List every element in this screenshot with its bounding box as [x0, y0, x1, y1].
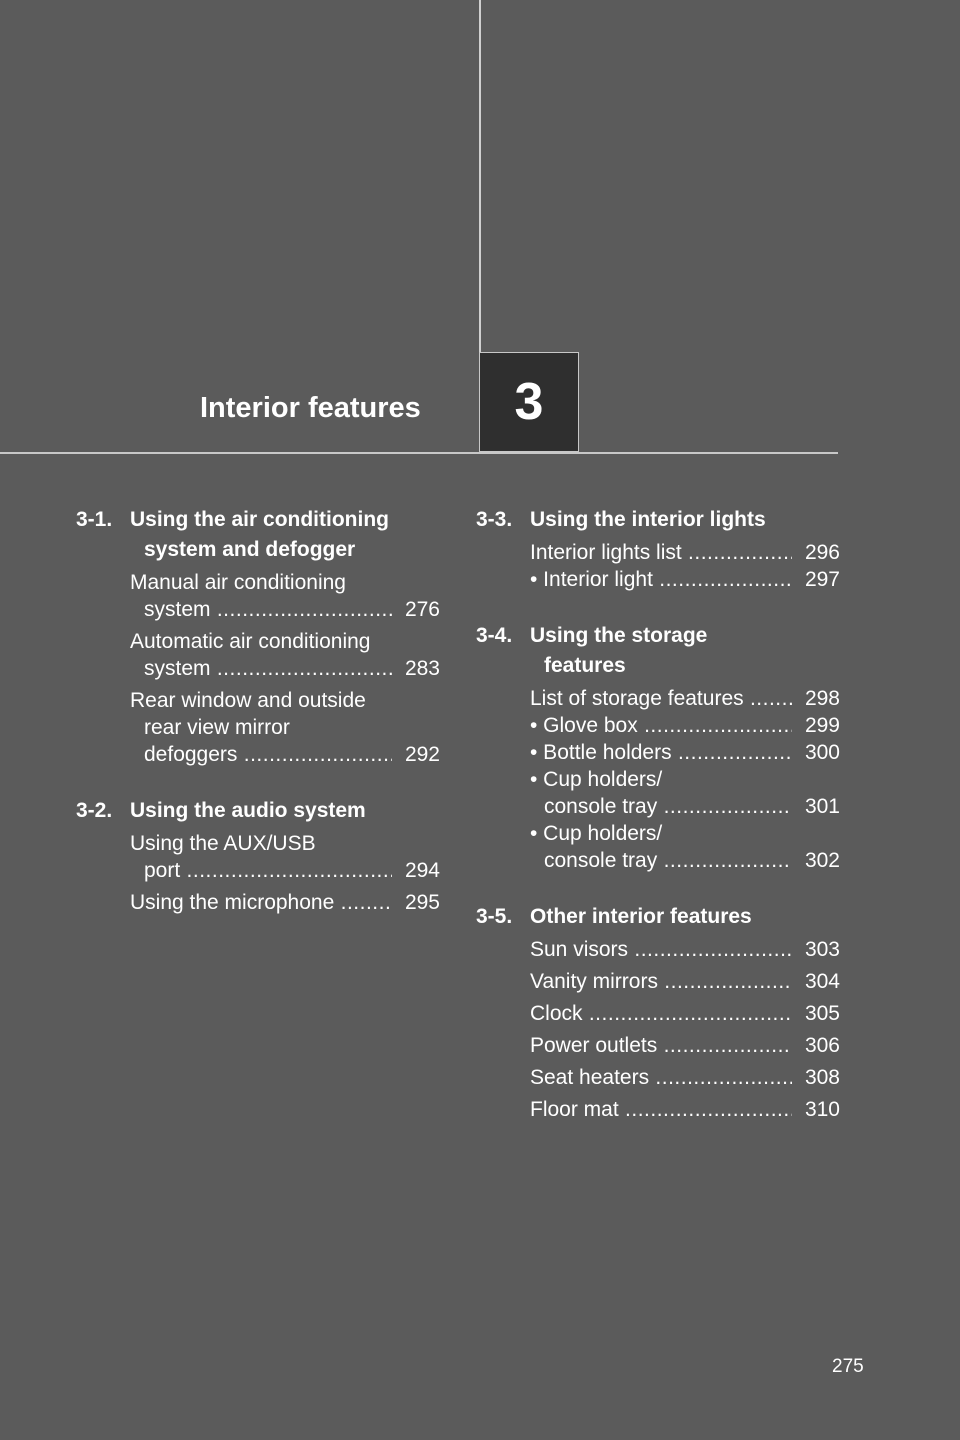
toc-column-left	[76, 505, 440, 944]
entry-page-number: 295	[404, 891, 440, 914]
toc-section	[76, 505, 440, 768]
toc-entry[interactable]	[530, 1096, 840, 1123]
entry-page-number: 308	[804, 1066, 840, 1089]
entry-page-number: 305	[804, 1002, 840, 1025]
entry-page-number: 276	[404, 598, 440, 621]
entry-line: Manual air conditioning	[130, 571, 346, 594]
vertical-rule	[479, 0, 481, 354]
entry-line: List of storage features .....	[530, 685, 792, 712]
toc-entry[interactable]	[130, 889, 440, 916]
entry-page-number: 292	[404, 743, 440, 766]
entry-text	[130, 569, 392, 623]
entry-text	[130, 830, 392, 884]
entry-line: rear view mirror	[144, 716, 290, 739]
chapter-number: 3	[514, 373, 544, 431]
section-title	[530, 621, 840, 681]
entry-text	[530, 566, 792, 593]
entry-page-number: 301	[804, 795, 840, 818]
section-number: 3-3.	[476, 508, 513, 531]
toc-entry[interactable]	[530, 566, 840, 593]
toc-entry[interactable]	[530, 766, 840, 820]
section-number: 3-5.	[476, 905, 513, 928]
section-number: 3-1.	[76, 508, 113, 531]
toc-section	[476, 505, 840, 593]
header-rule	[0, 452, 838, 454]
entry-text	[130, 687, 392, 768]
toc-entry[interactable]	[530, 712, 840, 739]
entry-line: • Cup holders/	[530, 822, 663, 845]
entry-page-number: 306	[804, 1034, 840, 1057]
toc-section	[76, 796, 440, 916]
entry-line: Sun visors .....	[530, 936, 792, 963]
entry-text	[530, 968, 792, 995]
toc-entry[interactable]	[530, 685, 840, 712]
entry-text	[530, 766, 792, 820]
toc-entry[interactable]	[530, 1064, 840, 1091]
entry-text	[530, 1032, 792, 1059]
toc-entry[interactable]	[130, 628, 440, 682]
section-number: 3-4.	[476, 624, 513, 647]
toc-section	[476, 902, 840, 1123]
toc-entry[interactable]	[130, 569, 440, 623]
entry-line: Using the microphone .....	[130, 889, 392, 916]
section-title	[530, 505, 840, 535]
entry-text	[530, 820, 792, 874]
entry-text	[530, 685, 792, 712]
toc-entry[interactable]	[530, 1000, 840, 1027]
section-heading	[76, 796, 440, 826]
toc-entry[interactable]	[530, 936, 840, 963]
entry-page-number: 294	[404, 859, 440, 882]
entry-line: • Interior light .....	[530, 566, 792, 593]
entry-page-number: 304	[804, 970, 840, 993]
entry-line: system .....	[130, 596, 392, 623]
section-title	[130, 505, 440, 565]
entry-text	[530, 1096, 792, 1123]
entry-line: Interior lights list .....	[530, 539, 792, 566]
section-heading	[476, 505, 840, 535]
toc-entry[interactable]	[530, 1032, 840, 1059]
entry-text	[530, 539, 792, 566]
entry-page-number: 300	[804, 741, 840, 764]
entry-text	[530, 712, 792, 739]
entry-page-number: 297	[804, 568, 840, 591]
entry-text	[530, 1000, 792, 1027]
entry-line: Seat heaters .....	[530, 1064, 792, 1091]
entry-page-number: 296	[804, 541, 840, 564]
section-title	[530, 902, 840, 932]
section-heading	[476, 902, 840, 932]
entry-line: Rear window and outside	[130, 689, 366, 712]
section-heading	[476, 621, 840, 681]
section-number: 3-2.	[76, 799, 113, 822]
entry-text	[130, 889, 392, 916]
section-title-line: Using the air conditioning	[130, 508, 389, 531]
entry-line: • Cup holders/	[530, 768, 663, 791]
toc-entry[interactable]	[130, 830, 440, 884]
toc-entry[interactable]	[530, 820, 840, 874]
entry-line: Vanity mirrors .....	[530, 968, 792, 995]
section-title-line: features	[544, 654, 626, 677]
section-heading	[76, 505, 440, 565]
entry-line: Power outlets .....	[530, 1032, 792, 1059]
toc-section	[476, 621, 840, 874]
entry-page-number: 310	[804, 1098, 840, 1121]
chapter-title: Interior features	[200, 392, 421, 424]
entry-page-number: 299	[804, 714, 840, 737]
section-title-line: Using the audio system	[130, 799, 366, 822]
entry-line: • Glove box .....	[530, 712, 792, 739]
entry-page-number: 283	[404, 657, 440, 680]
section-title-line: system and defogger	[144, 538, 356, 561]
entry-line: system .....	[130, 655, 392, 682]
toc-column-right	[476, 505, 840, 1151]
entry-line: port .....	[130, 857, 392, 884]
entry-line: • Bottle holders .....	[530, 739, 792, 766]
entry-line: console tray .....	[530, 847, 792, 874]
toc-entry[interactable]	[530, 968, 840, 995]
entry-line: console tray .....	[530, 793, 792, 820]
entry-line: Clock .....	[530, 1000, 792, 1027]
section-title-line: Using the storage	[530, 624, 708, 647]
entry-text	[130, 628, 392, 682]
entry-page-number: 302	[804, 849, 840, 872]
section-title	[130, 796, 440, 826]
entry-text	[530, 1064, 792, 1091]
toc-entry[interactable]	[130, 687, 440, 768]
toc-entry[interactable]	[530, 739, 840, 766]
entry-page-number: 298	[804, 687, 840, 710]
entry-line: Floor mat .....	[530, 1096, 792, 1123]
entry-text	[530, 739, 792, 766]
entry-line: Using the AUX/USB	[130, 832, 316, 855]
section-title-line: Using the interior lights	[530, 508, 766, 531]
toc-entry[interactable]	[530, 539, 840, 566]
section-title-line: Other interior features	[530, 905, 752, 928]
entry-text	[530, 936, 792, 963]
page-number: 275	[832, 1356, 864, 1377]
entry-page-number: 303	[804, 938, 840, 961]
entry-line: defoggers .....	[130, 741, 392, 768]
chapter-number-box	[479, 352, 579, 452]
entry-line: Automatic air conditioning	[130, 630, 371, 653]
